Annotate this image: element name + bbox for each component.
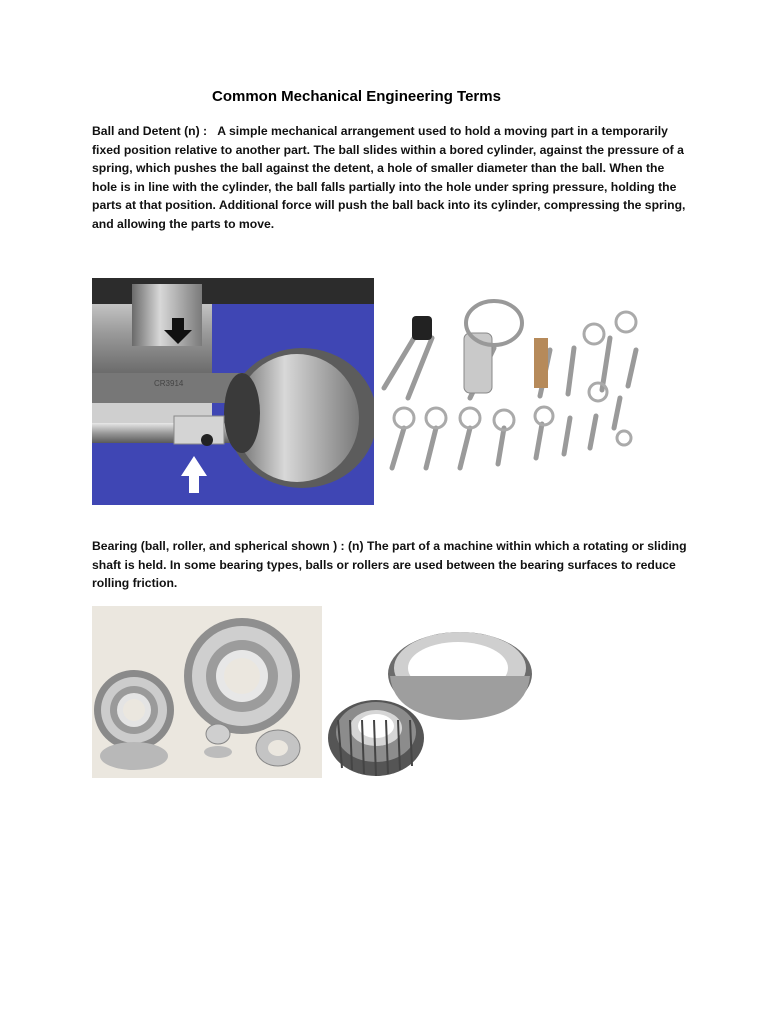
definition-ball-and-detent: [92, 122, 692, 234]
term-label: Bearing (ball, roller, and spherical shown ) :: [92, 539, 345, 553]
detent-pins-photo: [374, 278, 656, 478]
revolver-stamp-text: CR3914: [154, 379, 184, 388]
definition-bearing: [92, 537, 692, 593]
tapered-roller-bearing-photo: [328, 628, 536, 778]
document-title: Common Mechanical Engineering Terms: [212, 88, 501, 105]
definition-text: A simple mechanical arrangement used to hold a moving part in a temporarily fixed position relative to another part. The ball slides within a bored cylinder, against the pressure of a spring, which pushes the ball against the detent, a hole of smaller diameter than the ball. When the hole is in line with the cylinder, the ball falls partially into the hole under spring pressure, holding the parts at that position. Additional force will push the ball back into its cylinder, compressing the spring, and allowing the parts to move.: [92, 124, 686, 231]
term-label: Ball and Detent (n) :: [92, 124, 208, 138]
definition-text: (n) The part of a machine within which a rotating or sliding shaft is held. In some bearing types, balls or rollers are used between the bearing surfaces to reduce rolling friction.: [92, 539, 687, 591]
ball-detent-revolver-photo: [92, 278, 374, 505]
ball-bearings-photo: [92, 606, 322, 778]
